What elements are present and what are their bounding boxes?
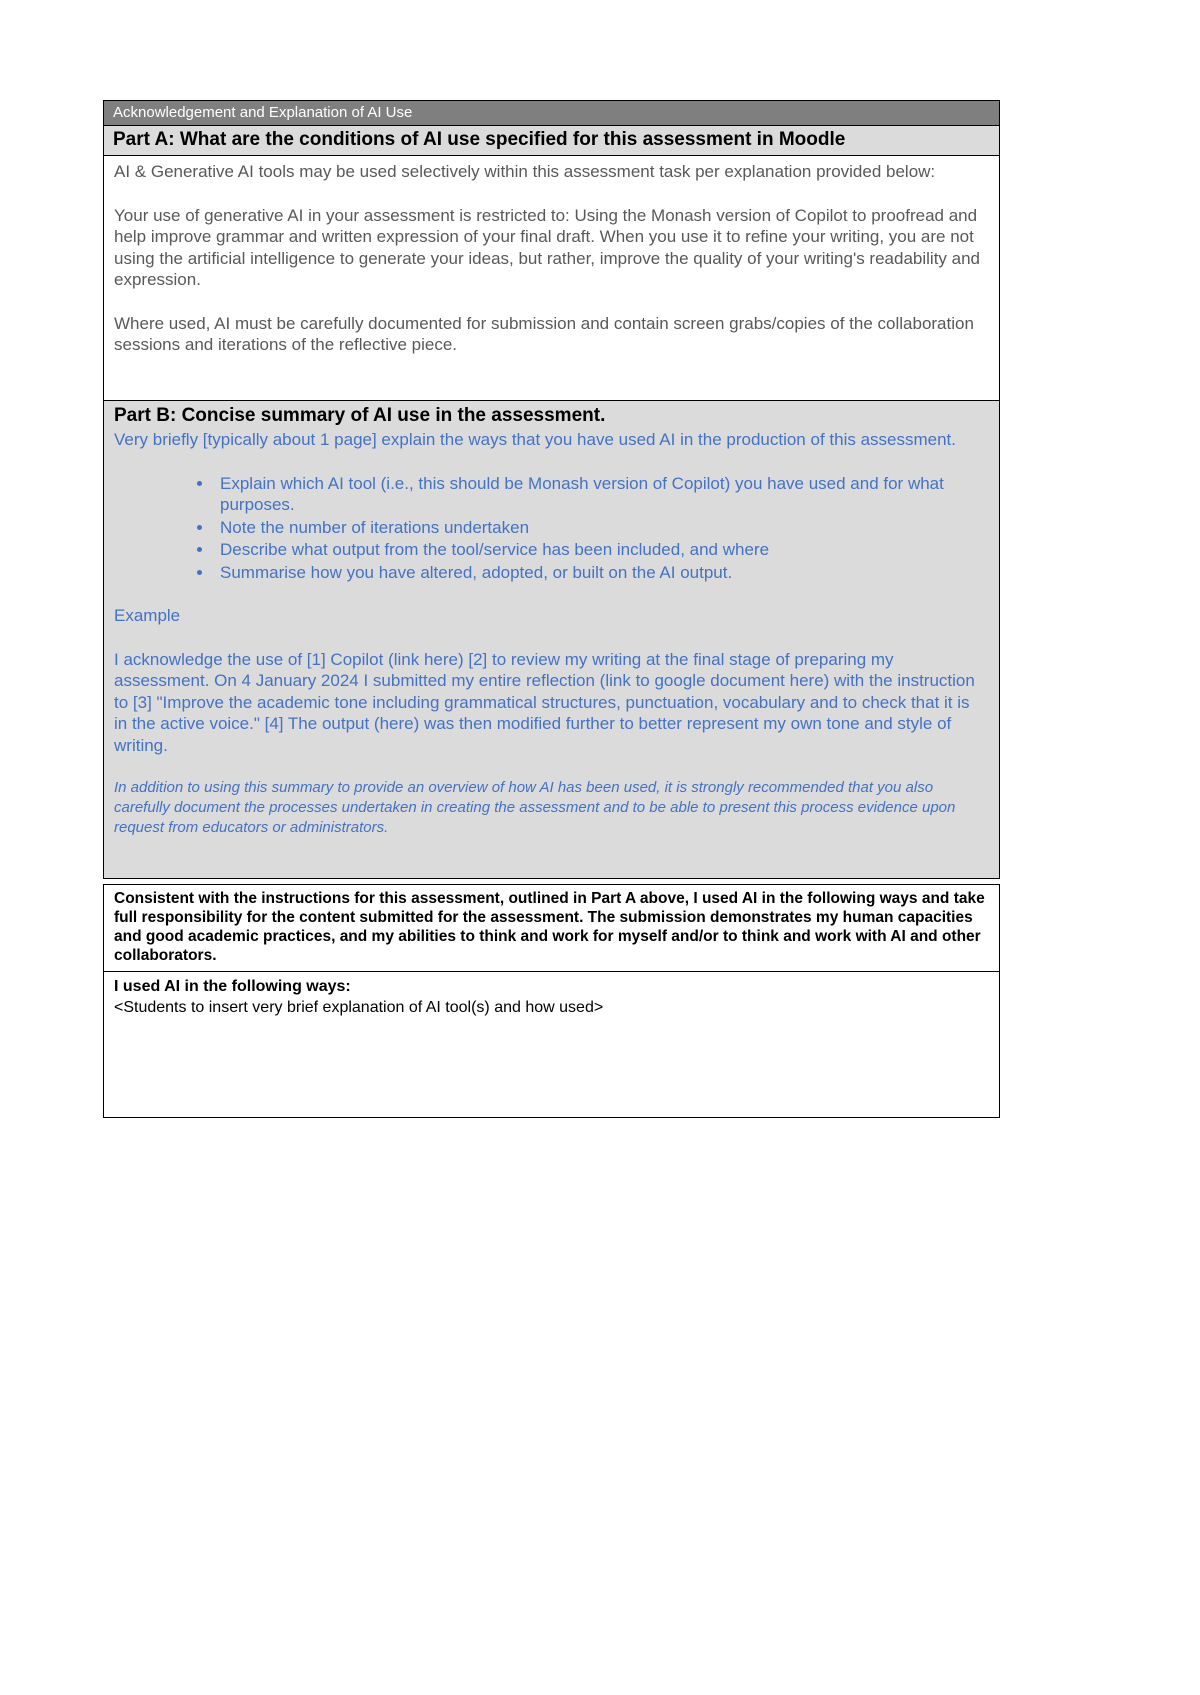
part-b-bullet-list <box>114 473 987 584</box>
part-b-section-cell <box>104 400 999 878</box>
bullet-item: • Note the number of iterations undertaken <box>214 517 987 539</box>
example-paragraph: I acknowledge the use of [1] Copilot (link here) [2] to review my writing at the final stage of preparing my assessment. On 4 January 2024 I submitted my entire reflection (link to google document here) with the instruction to [3] "Improve the academic tone including grammatical structures, punctuation, vocabulary and to check that it is in the active voice." [4] The output (here) was then modified further to better represent my own tone and style of writing. <box>114 649 975 755</box>
usage-placeholder-text[interactable]: <Students to insert very brief explanation of AI tool(s) and how used> <box>114 999 604 1016</box>
bullet-item: • Explain which AI tool (i.e., this should be Monash version of Copilot) you have used and for what purposes. <box>214 473 987 516</box>
part-b-intro: Very briefly [typically about 1 page] explain the ways that you have used AI in the production of this assessment. <box>114 430 956 449</box>
bullet-item: • Describe what output from the tool/service has been included, and where <box>214 539 987 561</box>
part-a-paragraph-1: AI & Generative AI tools may be used selectively within this assessment task per explanation provided below: <box>114 162 936 181</box>
part-a-paragraph-2: Your use of generative AI in your assessment is restricted to: Using the Monash version of Copilot to proofread and help improve grammar and written expression of your final draft. When you use it to refine your writing, you are not using the artificial intelligence to generate your ideas, but rather, improve the quality of your writing's readability and expression. <box>114 205 981 289</box>
part-b-heading: Part B: Concise summary of AI use in the assessment. <box>114 405 606 426</box>
part-a-conditions-cell <box>104 155 999 400</box>
usage-label: I used AI in the following ways: <box>114 978 351 995</box>
example-label: Example <box>114 606 181 625</box>
declaration-table <box>103 884 1000 1118</box>
part-a-heading: Part A: What are the conditions of AI use specified for this assessment in Moodle <box>113 129 846 150</box>
usage-input-cell[interactable] <box>104 971 999 1117</box>
part-a-paragraph-3: Where used, AI must be carefully documented for submission and contain screen grabs/copies of the collaboration sessions and iterations of the reflective piece. <box>114 313 974 354</box>
main-table <box>103 100 1000 879</box>
form-title-bar: Acknowledgement and Explanation of AI Use <box>104 101 999 125</box>
responsibility-declaration: Consistent with the instructions for this assessment, outlined in Part A above, I used AI in the following ways and take full responsibility for the content submitted for the assessment. The submission demonstrates my human capacities and good academic practices, and my abilities to think and work for myself and/or to think and work with AI and other collaborators. <box>104 885 999 971</box>
process-evidence-note: In addition to using this summary to provide an overview of how AI has been used, it is strongly recommended that you also carefully document the processes undertaken in creating the assessment and to be able to present this process evidence upon request from educators or administrators. <box>114 779 956 836</box>
part-a-title-row <box>104 125 999 155</box>
ai-acknowledgement-form <box>103 100 1000 1118</box>
bullet-item: • Summarise how you have altered, adopted, or built on the AI output. <box>214 562 987 584</box>
